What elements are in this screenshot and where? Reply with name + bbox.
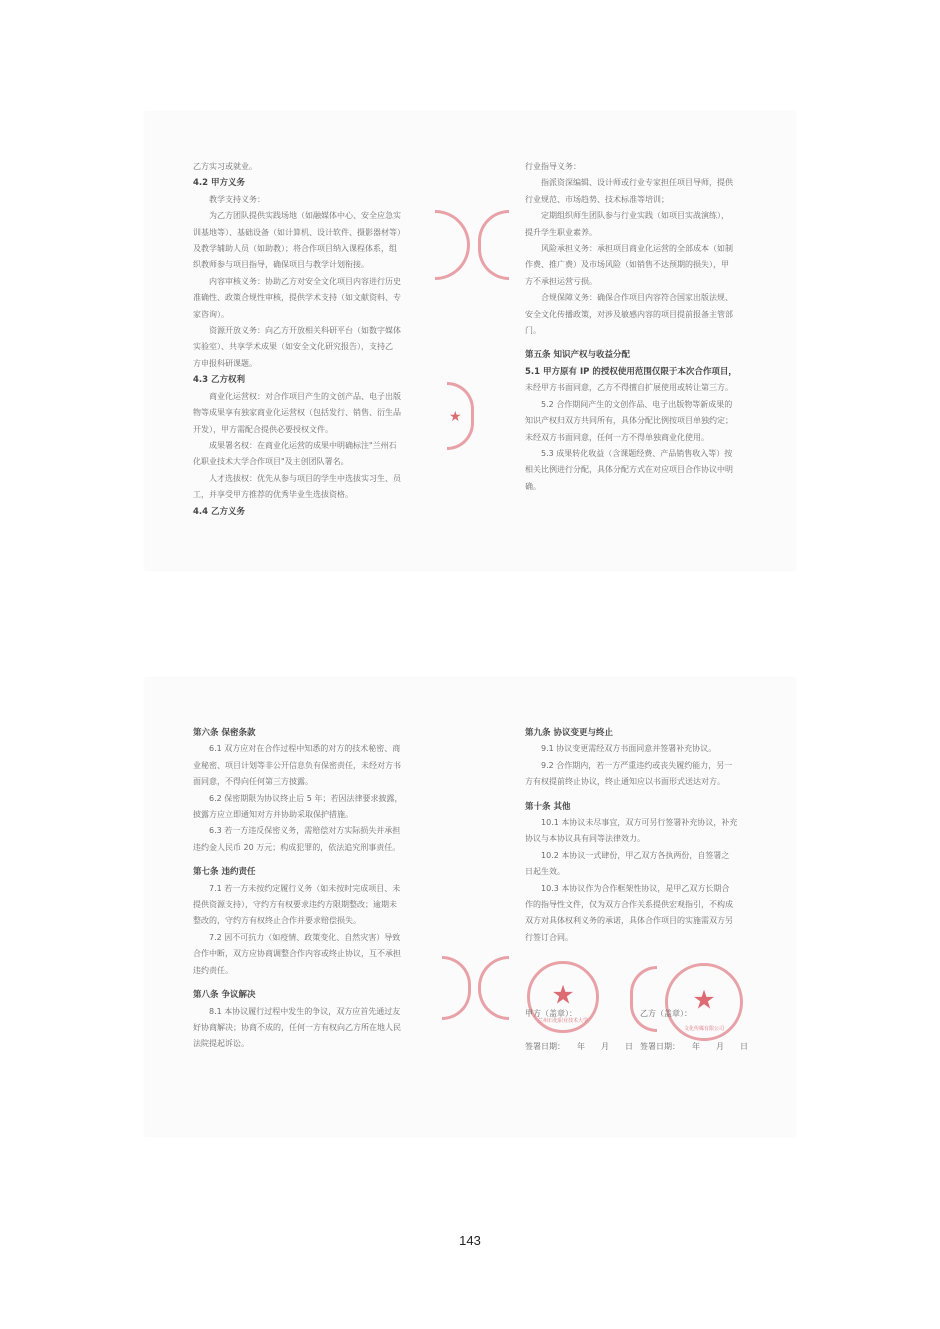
text-line: 日起生效。: [525, 867, 565, 877]
text-line: 未经甲方书面同意，乙方不得擅自扩展使用或转让第三方。: [525, 383, 733, 393]
text-line: 合作中断，双方应协商调整合作内容或终止协议，互不承担: [193, 949, 401, 959]
text-line: 工，并享受甲方推荐的优秀毕业生选拔资格。: [193, 490, 353, 500]
text-line: 成果署名权：在商业化运营的成果中明确标注"兰州石: [209, 440, 397, 450]
text-line: 家咨询）。: [193, 309, 229, 319]
text-line: 6.1 双方应对在合作过程中知悉的对方的技术秘密、商: [209, 744, 401, 754]
text-line: 9.2 合作期内，若一方严重违约或丧失履约能力，另一: [541, 760, 733, 770]
text-line: 内容审核义务：协助乙方对安全文化项目内容进行历史: [209, 276, 401, 286]
bottom-right-text: [525, 725, 737, 946]
text-line: 面同意，不得向任何第三方披露。: [193, 777, 313, 787]
text-line: 方不承担运营亏损。: [525, 276, 597, 286]
text-line: 定期组织师生团队参与行业实践（如项目实战演练），: [541, 211, 729, 221]
text-line: 4.3 乙方权利: [193, 375, 246, 386]
seal-star-icon: ★: [551, 980, 575, 1011]
top-scanned-spread: [145, 112, 795, 570]
bottom-scanned-spread: [145, 678, 795, 1136]
text-line: 4.4 乙方义务: [193, 506, 246, 517]
bottom-left-text: [193, 725, 402, 1053]
text-line: 7.1 若一方未按约定履行义务（如未按时完成项目、未: [209, 883, 401, 893]
top-right-page: [470, 112, 795, 570]
text-line: 法院提起诉讼。: [193, 1039, 249, 1049]
text-line: 10.2 本协议一式肆份，甲乙双方各执两份，自签署之: [541, 850, 730, 860]
text-line: 第五条 知识产权与收益分配: [525, 350, 630, 361]
text-line: 10.1 本协议未尽事宜，双方可另行签署补充协议，补充: [541, 818, 738, 828]
text-line: 合规保障义务：确保合作项目内容符合国家出版法规、: [541, 293, 733, 303]
text-line: 提供资源支持），守约方有权要求违约方限期整改；逾期未: [193, 900, 397, 910]
seal-star-icon: ★: [692, 985, 716, 1016]
text-line: 第九条 协议变更与终止: [525, 728, 613, 738]
text-line: 知识产权归双方共同所有，具体分配比例按项目单独约定；: [525, 416, 733, 426]
top-left-page: [145, 112, 470, 570]
text-line: 安全文化传播政策，对涉及敏感内容的项目提前报备主管部: [525, 309, 733, 319]
party-b-seal-text: 文化传媒有限公司: [683, 1026, 724, 1032]
text-line: 方申报科研课题。: [193, 358, 257, 368]
party-a-sign-date: 签署日期： 年 月 日: [525, 1042, 633, 1051]
text-line: 第六条 保密条款: [193, 728, 256, 738]
text-line: 为乙方团队提供实践场地（如融媒体中心、安全应急实: [209, 211, 401, 221]
text-line: 准确性、政策合规性审核，提供学术支持（如文献资料、专: [193, 293, 401, 303]
text-line: 人才选拔权：优先从参与项目的学生中选拔实习生、员: [209, 473, 401, 483]
text-line: 9.1 协议变更需经双方书面同意并签署补充协议。: [541, 744, 717, 754]
party-b-seal: [665, 963, 743, 1041]
party-a-seal-text: 兰州石化职业技术大学: [537, 1018, 588, 1024]
text-line: 相关比例进行分配，具体分配方式在对应项目合作协议中明: [525, 465, 733, 475]
party-a-sign-label: 甲方（盖章）：: [525, 1009, 577, 1018]
text-line: 6.2 保密期限为协议终止后 5 年；若因法律要求披露，: [209, 793, 403, 803]
top-right-text: [525, 159, 737, 495]
text-line: 4.2 甲方义务: [193, 178, 246, 189]
text-line: 方有权提前终止协议，终止通知应以书面形式送达对方。: [525, 777, 725, 787]
text-line: 业秘密、项目计划等非公开信息负有保密责任，未经对方书: [193, 760, 401, 770]
text-line: 训基地等）、基础设备（如计算机、设计软件、摄影器材等）: [193, 227, 405, 237]
text-line: 披露方应立即通知对方并协助采取保护措施。: [193, 810, 353, 820]
text-line: 及教学辅助人员（如助教）；将合作项目纳入课程体系，组: [193, 244, 397, 254]
text-line: 行签订合同。: [525, 932, 573, 942]
text-line: 乙方实习或就业。: [193, 162, 257, 171]
text-line: 未经双方书面同意，任何一方不得单独商业化使用。: [525, 432, 709, 442]
text-line: 提升学生职业素养。: [525, 227, 597, 237]
text-line: 违约责任。: [193, 965, 233, 975]
text-line: 作的指导性文件，仅为双方合作关系提供宏观指引，不构成: [525, 900, 733, 910]
text-line: 行业指导义务：: [525, 162, 581, 171]
text-line: 行业规范、市场趋势、技术标准等培训；: [525, 194, 669, 204]
text-line: 确。: [525, 481, 541, 491]
text-line: 好协商解决；协商不成的，任何一方有权向乙方所在地人民: [193, 1022, 401, 1032]
text-line: 实验室）、共享学术成果（如安全文化研究报告），支持乙: [193, 342, 393, 352]
text-line: 协议与本协议具有同等法律效力。: [525, 834, 645, 844]
party-a-seal: [527, 961, 599, 1033]
text-line: 商业化运营权：对合作项目产生的文创产品、电子出版: [209, 391, 401, 401]
text-line: 5.2 合作期间产生的文创作品、电子出版物等新成果的: [541, 399, 733, 409]
text-line: 整改的，守约方有权终止合作并要求赔偿损失。: [193, 916, 361, 926]
bottom-left-page: [145, 678, 470, 1136]
text-line: 第十条 其他: [525, 801, 571, 812]
text-line: 指派资深编辑、设计师或行业专家担任项目导师，提供: [541, 178, 733, 188]
text-line: 开发），甲方需配合提供必要授权文件。: [193, 424, 333, 434]
text-line: 违约金人民币 20 万元；构成犯罪的，依法追究刑事责任。: [193, 842, 401, 852]
text-line: 6.3 若一方违反保密义务，需赔偿对方实际损失并承担: [209, 826, 401, 836]
text-line: 10.3 本协议作为合作框架性协议，是甲乙双方长期合: [541, 883, 730, 893]
text-line: 门。: [525, 326, 541, 336]
text-line: 7.2 因不可抗力（如疫情、政策变化、自然灾害）导致: [209, 932, 401, 942]
bottom-right-page: [470, 678, 795, 1136]
party-b-partial-seal: [630, 966, 657, 1032]
text-line: 5.1 甲方原有 IP 的授权使用范围仅限于本次合作项目，: [525, 366, 737, 377]
top-left-text: [193, 159, 405, 520]
party-b-sign-date: 签署日期： 年 月 日: [640, 1042, 748, 1051]
text-line: 教学支持义务：: [209, 194, 265, 204]
text-line: 作费、推广费）及市场风险（如销售不达预期的损失），甲: [525, 260, 729, 270]
party-b-sign-label: 乙方（盖章）：: [640, 1009, 692, 1018]
text-line: 5.3 成果转化收益（含课题经费、产品销售收入等）按: [541, 448, 733, 458]
text-line: 织教师参与项目指导，确保项目与教学计划衔接。: [193, 260, 369, 270]
text-line: 化职业技术大学合作项目"及主创团队署名。: [193, 457, 349, 467]
text-line: 8.1 本协议履行过程中发生的争议，双方应首先通过友: [209, 1006, 401, 1016]
text-line: 物等成果享有独家商业化运营权（包括发行、销售、衍生品: [193, 408, 401, 418]
text-line: 风险承担义务：承担项目商业化运营的全部成本（如制: [541, 244, 733, 254]
text-line: 第七条 违约责任: [193, 867, 256, 878]
text-line: 第八条 争议解决: [193, 990, 256, 1001]
text-line: 资源开放义务：向乙方开放相关科研平台（如数字媒体: [209, 326, 401, 336]
seal-star-icon: ★: [449, 409, 462, 425]
text-line: 双方对具体权利义务的承诺，具体合作项目的实施需双方另: [525, 916, 733, 926]
page-number: 143: [459, 1233, 481, 1248]
